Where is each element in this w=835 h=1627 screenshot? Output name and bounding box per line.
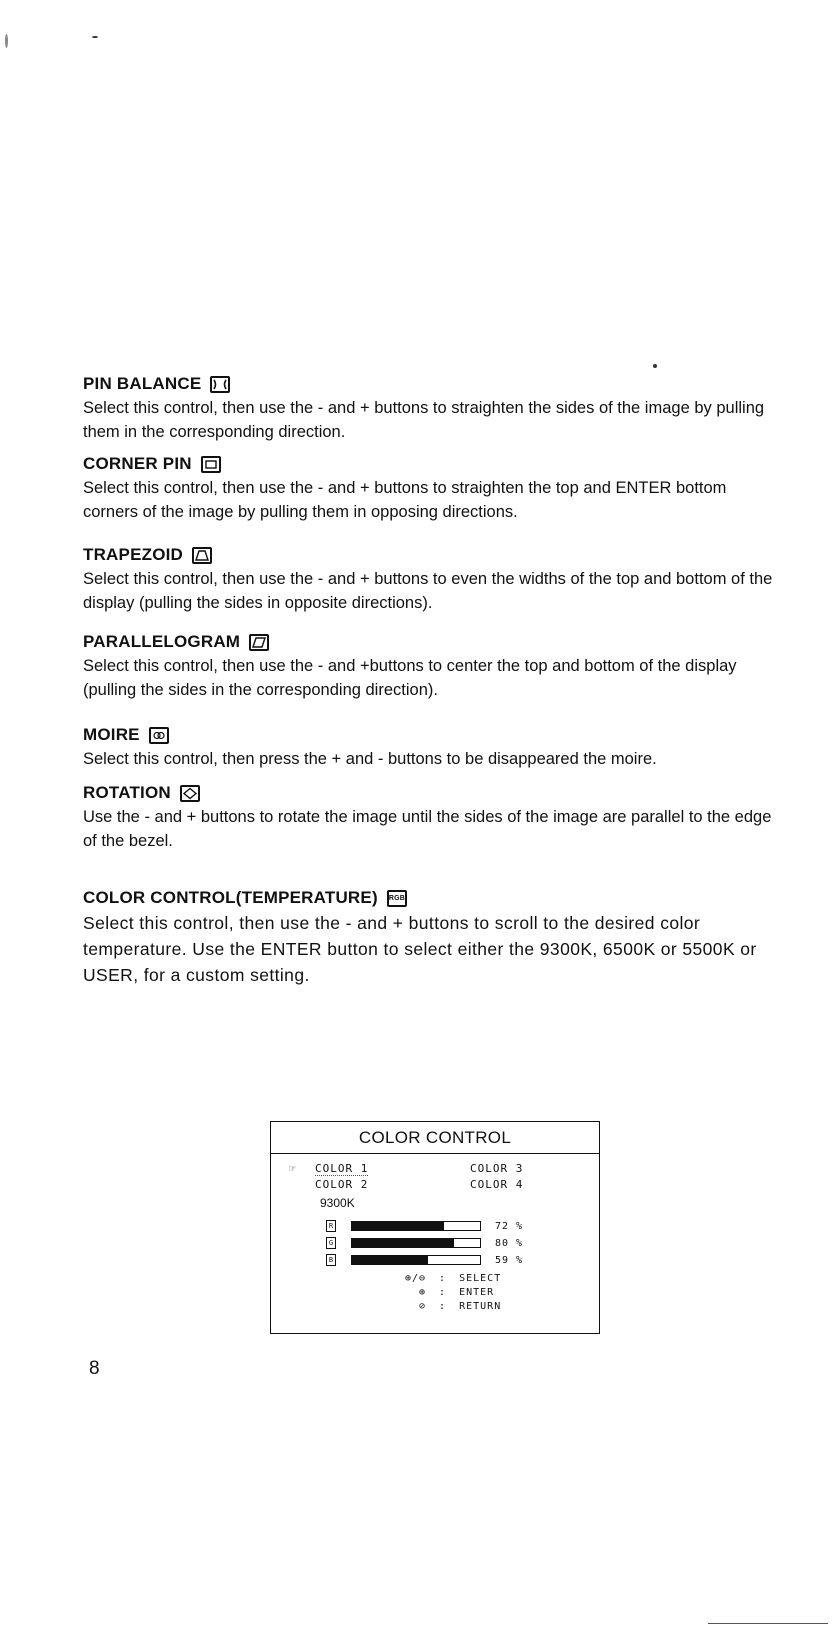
section-text: Select this control, then use the - and + buttons to even the widths of the top and bottom of the display (pulling the sides in opposite directions). <box>83 570 773 612</box>
pointer-hand-icon: ☞ <box>289 1162 296 1175</box>
osd-temperature: 9300K <box>320 1196 355 1210</box>
legend-separator: : <box>439 1273 447 1284</box>
bar-track <box>351 1221 481 1231</box>
bar-track <box>351 1255 481 1265</box>
legend-separator: : <box>439 1301 447 1312</box>
section-heading: CORNER PIN <box>83 454 192 473</box>
section-corner-pin <box>83 453 783 524</box>
parallelogram-icon <box>249 634 269 651</box>
trapezoid-icon <box>192 547 212 564</box>
page-number: 8 <box>89 1358 100 1379</box>
rgb-icon-label: RGB <box>388 894 405 902</box>
legend-action: SELECT <box>459 1273 502 1284</box>
section-text: Select this control, then press the + and - buttons to be disappeared the moire. <box>83 750 657 768</box>
legend-select <box>378 1272 501 1286</box>
osd-item-color-2[interactable]: COLOR 2 <box>315 1178 369 1191</box>
bar-fill <box>352 1239 454 1247</box>
plus-minus-icon: ⊕/⊖ <box>404 1273 426 1284</box>
red-channel-icon: R <box>326 1220 336 1232</box>
bar-value: 80 % <box>495 1237 524 1249</box>
osd-item-color-1[interactable]: COLOR 1 <box>315 1162 369 1175</box>
legend-return <box>378 1300 501 1314</box>
legend-action: RETURN <box>459 1301 502 1312</box>
osd-item-color-4[interactable]: COLOR 4 <box>470 1178 524 1191</box>
bar-value: 59 % <box>495 1254 524 1266</box>
scan-speck <box>5 34 8 48</box>
rgb-icon <box>387 890 407 907</box>
section-text: Use the - and + buttons to rotate the image until the sides of the image are parallel to the edge of the bezel. <box>83 808 772 850</box>
enter-icon: ⊕ <box>418 1287 426 1298</box>
section-text: Select this control, then use the - and + buttons to scroll to the desired color temperature. Use the ENTER button to select either the 9300K, 6500K or 5500K or USER, for a custom setting. <box>83 913 757 985</box>
section-heading: PIN BALANCE <box>83 374 202 393</box>
section-trapezoid <box>83 544 783 615</box>
section-moire <box>83 724 783 771</box>
osd-bar-blue[interactable] <box>326 1253 535 1267</box>
osd-bar-red[interactable] <box>326 1219 535 1233</box>
blue-channel-icon: B <box>326 1254 336 1266</box>
section-rotation <box>83 782 783 853</box>
section-parallelogram <box>83 631 783 702</box>
osd-title: COLOR CONTROL <box>271 1122 599 1154</box>
section-heading: COLOR CONTROL(TEMPERATURE) <box>83 888 378 907</box>
section-heading: ROTATION <box>83 783 171 802</box>
legend-action: ENTER <box>459 1287 495 1298</box>
osd-item-color-3[interactable]: COLOR 3 <box>470 1162 524 1175</box>
bar-value: 72 % <box>495 1220 524 1232</box>
scan-speck <box>92 36 98 38</box>
corner-pin-icon <box>201 456 221 473</box>
osd-bar-green[interactable] <box>326 1236 535 1250</box>
section-heading: PARALLELOGRAM <box>83 632 241 651</box>
pin-balance-icon <box>210 376 230 393</box>
section-text: Select this control, then use the - and + buttons to straighten the sides of the image by pulling them in the corresponding direction. <box>83 399 765 441</box>
rotation-icon <box>180 785 200 802</box>
green-channel-icon: G <box>326 1237 336 1249</box>
section-color-control <box>83 887 783 988</box>
section-text: Select this control, then use the - and + buttons to straighten the top and ENTER bottom corners of the image by pulling them in opposing directions. <box>83 479 727 521</box>
return-icon: ⊘ <box>418 1301 426 1312</box>
scan-speck <box>708 1623 828 1624</box>
bar-fill <box>352 1256 428 1264</box>
section-heading: MOIRE <box>83 725 140 744</box>
section-heading: TRAPEZOID <box>83 545 184 564</box>
color-control-osd <box>270 1121 600 1334</box>
section-text: Select this control, then use the - and +buttons to center the top and bottom of the display (pulling the sides in the corresponding direction). <box>83 657 737 699</box>
legend-enter <box>378 1286 494 1300</box>
scan-speck <box>653 364 657 368</box>
moire-icon <box>149 727 169 744</box>
section-pin-balance <box>83 373 783 444</box>
bar-track <box>351 1238 481 1248</box>
bar-fill <box>352 1222 444 1230</box>
legend-separator: : <box>439 1287 447 1298</box>
